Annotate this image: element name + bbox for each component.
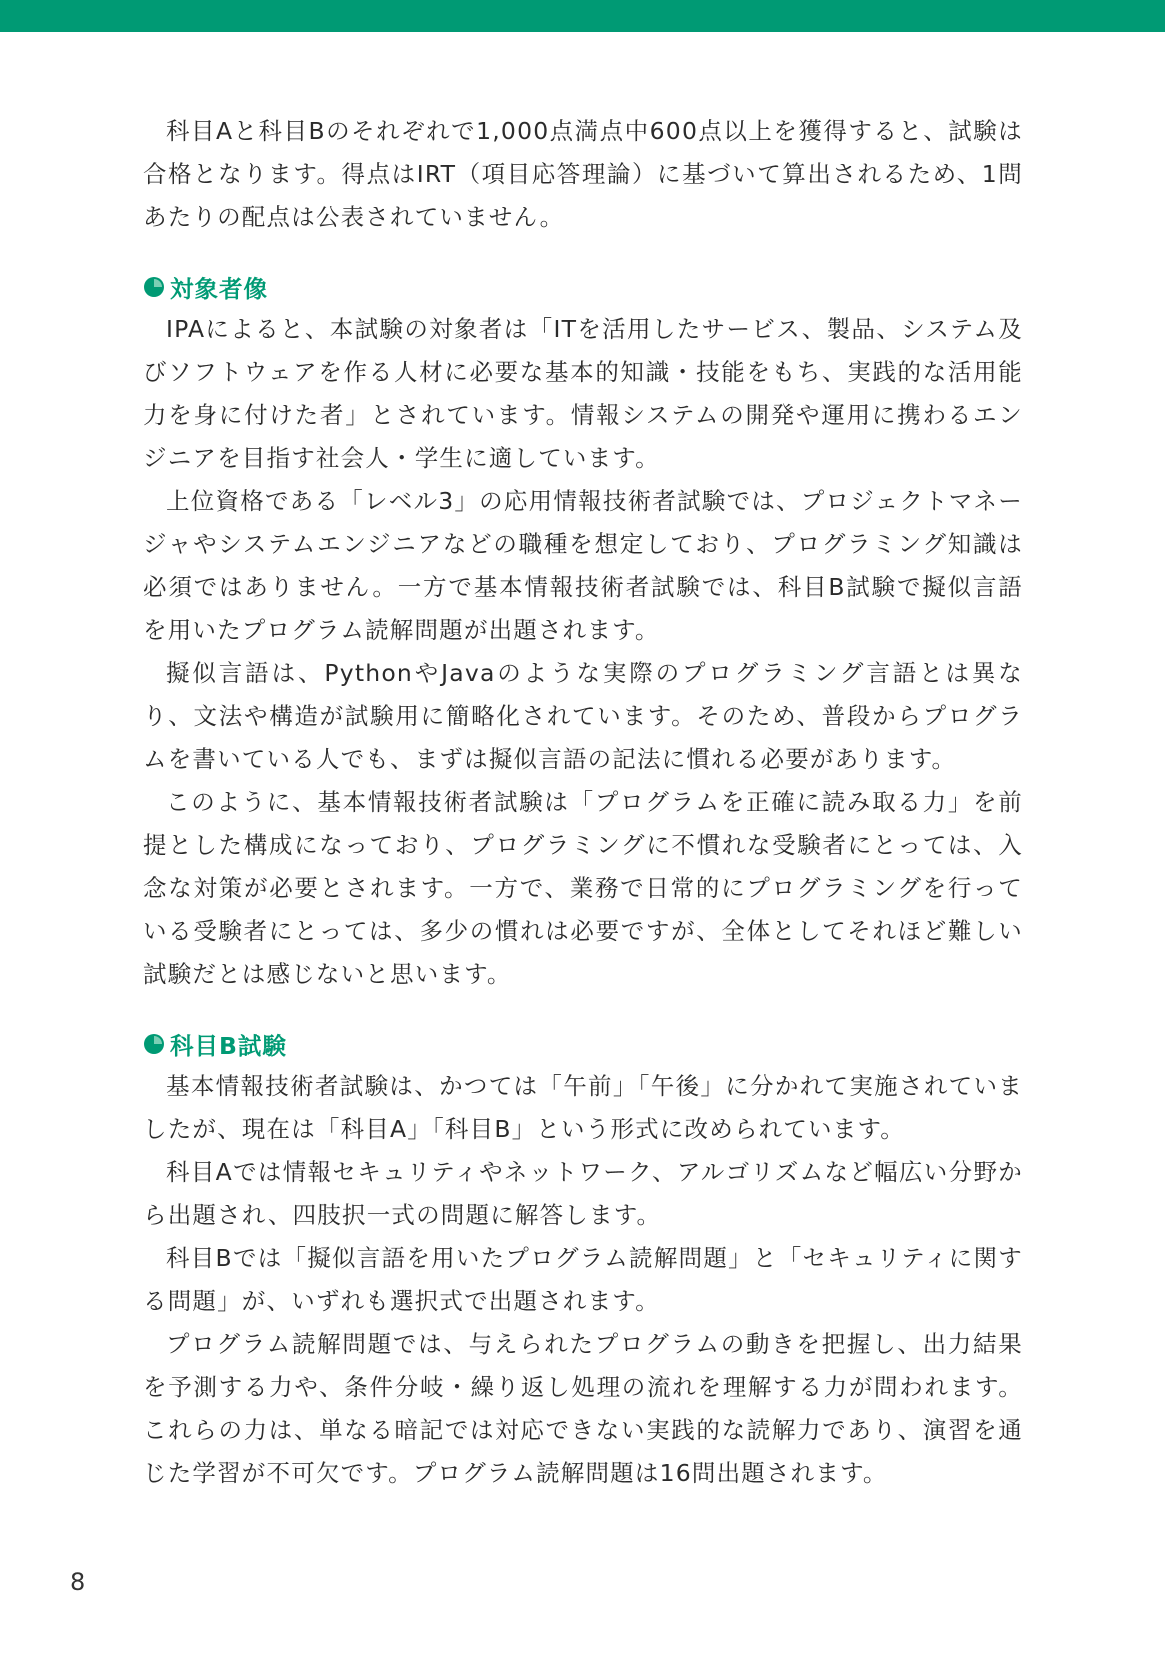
subject-b-paragraph: 基本情報技術者試験は、かつては「午前」「午後」に分かれて実施されていましたが、現在は「科目A」「科目B」という形式に改められています。 xyxy=(143,1072,1023,1143)
circle-bullet-icon xyxy=(143,276,165,298)
section-heading-subject-b xyxy=(143,1022,1023,1065)
section-heading-label: 対象者像 xyxy=(170,274,268,303)
page-body xyxy=(143,110,1023,1495)
subject-b-paragraph: 科目Bでは「擬似言語を用いたプログラム読解問題」と「セキュリティに関する問題」が、いずれも選択式で出題されます。 xyxy=(143,1244,1023,1315)
circle-bullet-icon xyxy=(143,1033,165,1055)
target-paragraph: このように、基本情報技術者試験は「プログラムを正確に読み取る力」を前提とした構成になっており、プログラミングに不慣れな受験者にとっては、入念な対策が必要とされます。一方で、業務で日常的にプログラミングを行っている受験者にとっては、多少の慣れは必要ですが、全体としてそれほど難しい試験だとは感じないと思います。 xyxy=(143,788,1023,988)
intro-paragraph: 科目Aと科目Bのそれぞれで1,000点満点中600点以上を獲得すると、試験は合格となります。得点はIRT（項目応答理論）に基づいて算出されるため、1問あたりの配点は公表されていません。 xyxy=(143,117,1023,231)
target-paragraph: IPAによると、本試験の対象者は「ITを活用したサービス、製品、システム及びソフトウェアを作る人材に必要な基本的知識・技能をもち、実践的な活用能力を身に付けた者」とされています。情報システムの開発や運用に携わるエンジニアを目指す社会人・学生に適しています。 xyxy=(143,315,1023,472)
page-number: 8 xyxy=(70,1568,86,1596)
target-paragraph: 擬似言語は、PythonやJavaのような実際のプログラミング言語とは異なり、文法や構造が試験用に簡略化されています。そのため、普段からプログラムを書いている人でも、まずは擬似言語の記法に慣れる必要があります。 xyxy=(143,659,1023,773)
subject-b-paragraph: 科目Aでは情報セキュリティやネットワーク、アルゴリズムなど幅広い分野から出題され、四肢択一式の問題に解答します。 xyxy=(143,1158,1023,1229)
section-heading-target xyxy=(143,265,1023,308)
section-heading-label: 科目B試験 xyxy=(170,1031,287,1060)
target-paragraph: 上位資格である「レベル3」の応用情報技術者試験では、プロジェクトマネージャやシステムエンジニアなどの職種を想定しており、プログラミング知識は必須ではありません。一方で基本情報技術者試験では、科目B試験で擬似言語を用いたプログラム読解問題が出題されます。 xyxy=(143,487,1023,644)
header-color-band xyxy=(0,0,1165,32)
subject-b-paragraph: プログラム読解問題では、与えられたプログラムの動きを把握し、出力結果を予測する力や、条件分岐・繰り返し処理の流れを理解する力が問われます。これらの力は、単なる暗記では対応できない実践的な読解力であり、演習を通じた学習が不可欠です。プログラム読解問題は16問出題されます。 xyxy=(143,1330,1023,1487)
